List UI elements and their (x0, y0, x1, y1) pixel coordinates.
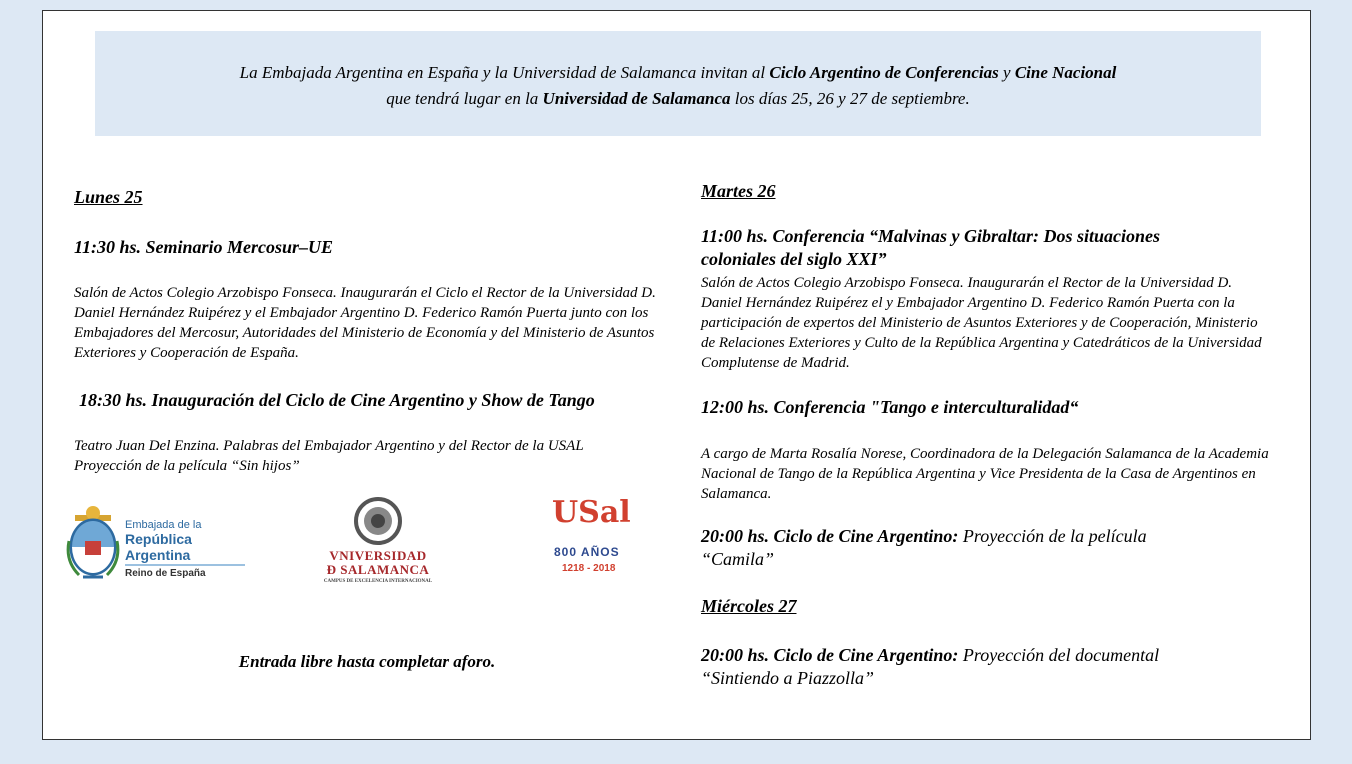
banner-line-2: que tendrá lugar en la Universidad de Salamanca los días 25, 26 y 27 de septiembre. (386, 89, 970, 108)
invitation-banner (95, 31, 1261, 136)
event-text-malvinas: Salón de Actos Colegio Arzobispo Fonseca. Inaugurarán el Rector de la Universidad D. Daniel Hernández Ruipérez el y Embajador Argentino D. Federico Ramón Puerta con la participación de expertos del Ministerio de Asuntos Exteriores y de Cooperación, Ministerio de Relaciones Exteriores y Culto de la República Argentina y Catedráticos de la Universidad Complutense de Madrid. (701, 275, 1262, 371)
event-cine-piazzolla: 20:00 hs. Ciclo de Cine Argentino: Proyección del documental “Sintiendo a Piazzolla” (701, 645, 1160, 688)
day-heading-wednesday: Miércoles 27 (701, 596, 797, 616)
event-title-inauguracion: 18:30 hs. Inauguración del Ciclo de Cine Argentino y Show de Tango (79, 390, 595, 410)
usal-logo: VNIVERSIDAD Ð SALAMANCA CAMPUS DE EXCELENCIA INTERNACIONAL (313, 496, 443, 586)
day-heading-monday: Lunes 25 (74, 187, 143, 207)
banner-line-1: La Embajada Argentina en España y la Universidad de Salamanca invitan al Ciclo Argentino de Conferencias y Cine Nacional (239, 63, 1117, 82)
event-title-tango: 12:00 hs. Conferencia "Tango e interculturalidad“ (701, 397, 1079, 417)
event-cine-camila: 20:00 hs. Ciclo de Cine Argentino: Proyección de la película “Camila” (701, 526, 1147, 569)
day-heading-tuesday: Martes 26 (701, 181, 776, 201)
event-title-seminario: 11:30 hs. Seminario Mercosur–UE (74, 237, 334, 257)
event-text-tango: A cargo de Marta Rosalía Norese, Coordinadora de la Delegación Salamanca de la Academia Nacional de Tango de la República Argentina y Vice Presidenta de la Casa de Argentinos en Salamanca. (701, 446, 1269, 502)
entrada-libre-note: Entrada libre hasta completar aforo. (238, 652, 496, 671)
university-seal-icon (353, 496, 403, 546)
embajada-logo: Embajada de la República Argentina Reino de España (65, 501, 245, 585)
left-column (74, 187, 674, 208)
event-text-inauguracion: Teatro Juan Del Enzina. Palabras del Embajador Argentino y del Rector de la USAL Proyección de la película “Sin hijos” (74, 438, 584, 474)
event-title-malvinas: 11:00 hs. Conferencia “Malvinas y Gibraltar: Dos situaciones coloniales del siglo XXI” (701, 226, 1161, 269)
argentina-shield-icon (65, 501, 121, 585)
usal-800-anniversary-logo: USal 800 AÑOS 1218 - 2018 (552, 495, 631, 574)
event-text-seminario: Salón de Actos Colegio Arzobispo Fonseca. Inaugurarán el Ciclo el Rector de la Universidad D. Daniel Hernández Ruipérez y el Embajador Argentino D. Federico Ramón Puerta junto con los Embajadores del Mercosur, Autoridades del Ministerio de Economía y del Ministerio de Asuntos Exteriores y Cooperación de España. (74, 285, 656, 361)
invitation-card (42, 10, 1311, 740)
